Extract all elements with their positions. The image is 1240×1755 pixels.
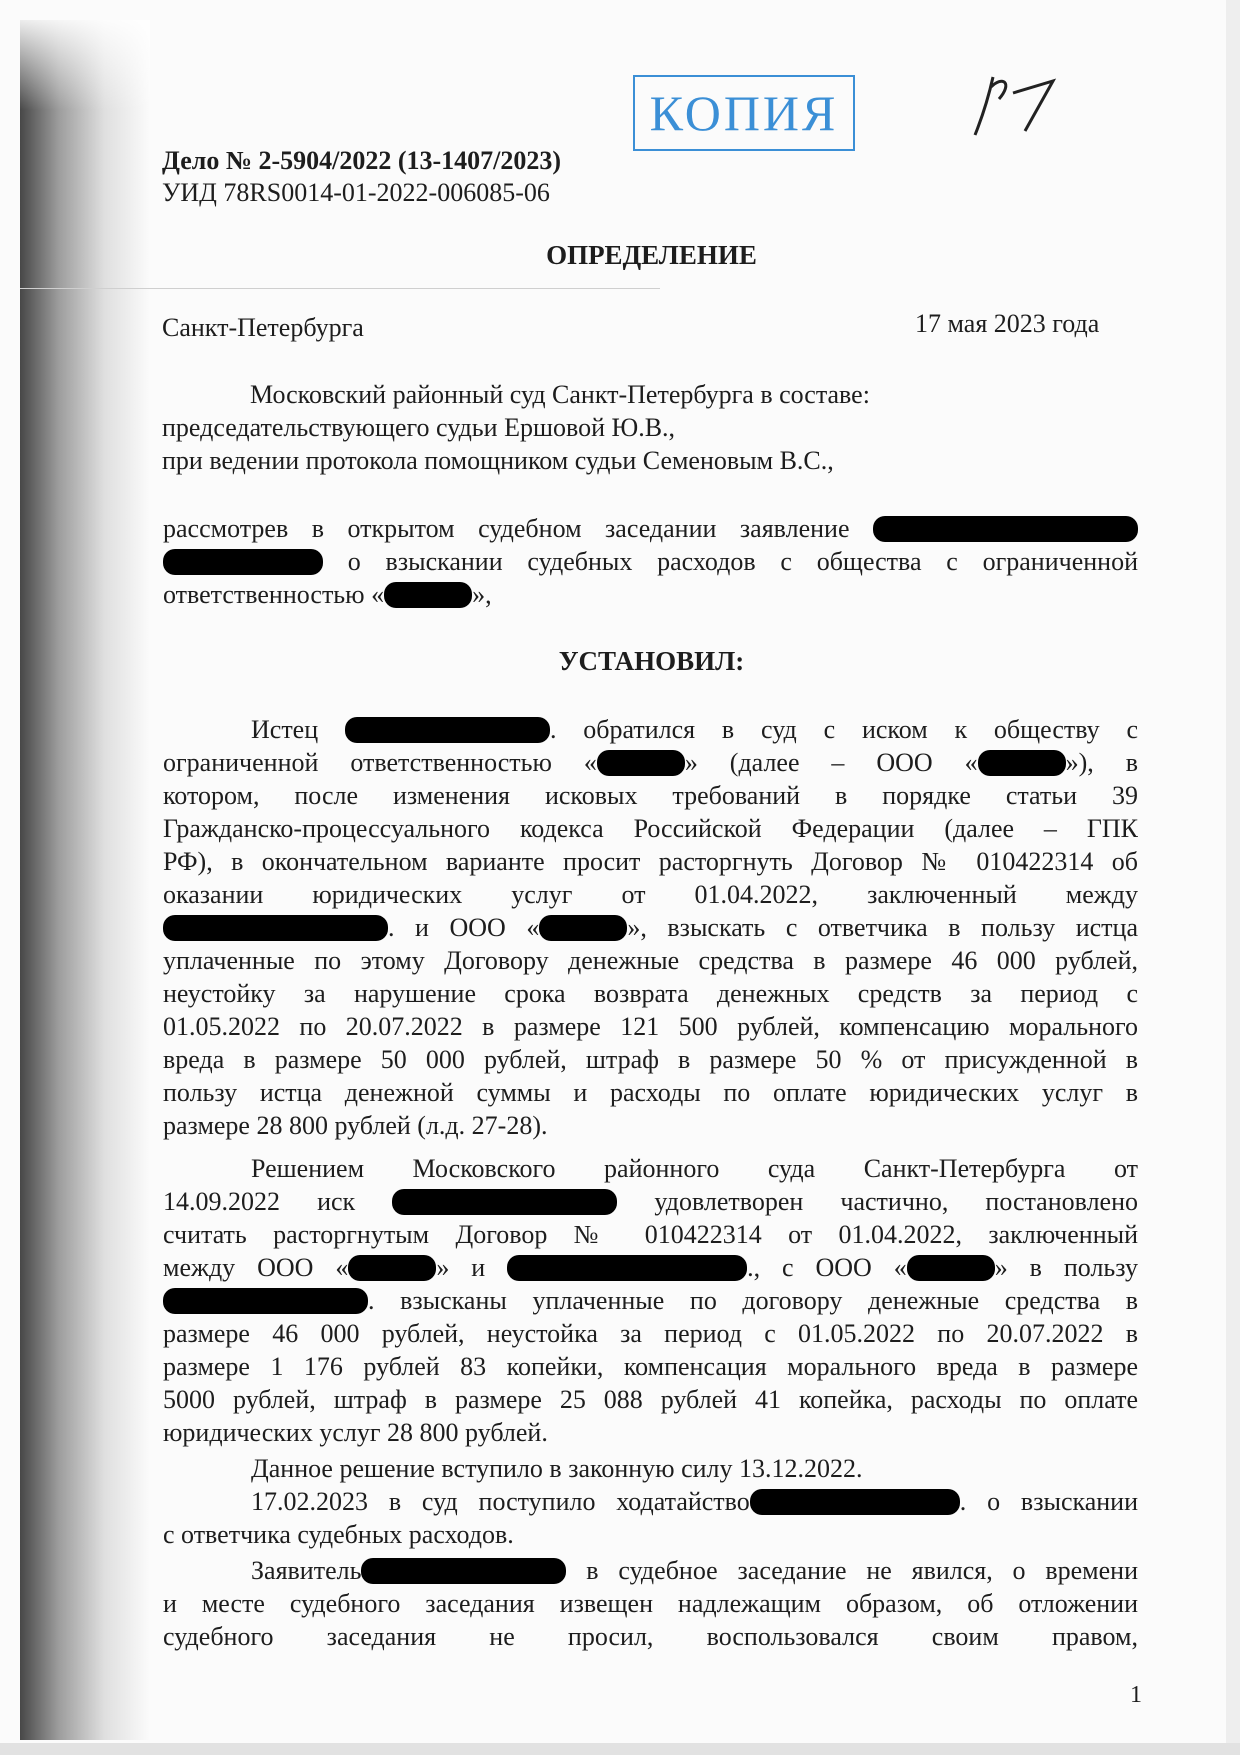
- text-line: оказании юридических услуг от 01.04.2022, заключенный между: [163, 880, 1138, 909]
- text-span: ответственностью «: [163, 580, 385, 609]
- redaction-bar: [873, 516, 1138, 542]
- document-title: ОПРЕДЕЛЕНИЕ: [546, 240, 757, 270]
- intro-line-1: Московский районный суд Санкт-Петербурга в составе:: [250, 380, 870, 409]
- intro-line-3: при ведении протокола помощником судьи Семеновым В.С.,: [162, 446, 834, 475]
- scan-shadow: [20, 20, 150, 1740]
- text-span: » (далее – ООО «: [684, 748, 978, 777]
- text-line: и месте судебного заседания извещен надлежащим образом, об отложении: [163, 1589, 1138, 1618]
- text-line: Решением Московского районного суда Санкт-Петербурга от: [251, 1154, 1138, 1183]
- text-line: [163, 1554, 1138, 1587]
- case-uid: УИД 78RS0014-01-2022-006085-06: [162, 178, 550, 207]
- text-span: 14.09.2022 иск: [163, 1187, 356, 1216]
- text-line: размере 28 800 рублей (л.д. 27-28).: [163, 1111, 548, 1140]
- document-date: 17 мая 2023 года: [915, 309, 1100, 338]
- text-line: юридических услуг 28 800 рублей.: [163, 1418, 548, 1447]
- scan-line: [20, 288, 660, 289]
- redaction-bar: [345, 717, 550, 743]
- redaction-bar: [392, 1189, 617, 1215]
- text-line: Гражданско-процессуального кодекса Российской Федерации (далее – ГПК: [163, 814, 1138, 843]
- text-span: удовлетворен частично, постановлено: [654, 1187, 1138, 1216]
- redaction-bar: [348, 1255, 436, 1281]
- text-line: размере 46 000 рублей, неустойка за период с 01.05.2022 по 20.07.2022 в: [163, 1319, 1138, 1348]
- redaction-bar: [361, 1558, 566, 1584]
- text-span: . взысканы уплаченные по договору денежные средства в: [368, 1286, 1138, 1315]
- paragraph-decision: [163, 1152, 1138, 1449]
- text-span: »,: [472, 580, 492, 609]
- paragraph-claim: [163, 713, 1138, 1142]
- text-line: уплаченные по этому Договору денежные средства в размере 46 000 рублей,: [163, 946, 1138, 975]
- scan-edge-bottom: [0, 1743, 1240, 1755]
- text-span: » и: [436, 1253, 486, 1282]
- text-line: размере 1 176 рублей 83 копейки, компенсация морального вреда в размере: [163, 1352, 1138, 1381]
- text-span: между ООО «: [163, 1253, 349, 1282]
- text-span: » в пользу: [994, 1253, 1138, 1282]
- text-span: »), в: [1065, 748, 1138, 777]
- text-line: РФ), в окончательном варианте просит расторгнуть Договор № 010422314 об: [163, 847, 1138, 876]
- text-line: неустойку за нарушение срока возврата денежных средств за период с: [163, 979, 1138, 1008]
- handwritten-mark: [965, 65, 1075, 145]
- text-span: рассмотрев в открытом судебном заседании заявление: [163, 514, 850, 543]
- section-title: УСТАНОВИЛ:: [558, 646, 745, 676]
- text-span: », взыскать с ответчика в пользу истца: [627, 913, 1138, 942]
- text-span: . о взыскании: [959, 1487, 1138, 1516]
- text-span: 17.02.2023 в суд поступило ходатайство: [251, 1487, 750, 1516]
- text-span: в судебное заседание не явился, о времени: [586, 1556, 1138, 1585]
- text-span: ., с ООО «: [747, 1253, 907, 1282]
- redaction-bar: [163, 915, 388, 941]
- text-line: котором, после изменения исковых требований в порядке статьи 39: [163, 781, 1138, 810]
- paragraph-petition: [163, 1485, 1138, 1551]
- copy-stamp: КОПИЯ: [633, 75, 855, 151]
- text-line: считать расторгнутым Договор № 010422314 от 01.04.2022, заключенный: [163, 1220, 1138, 1249]
- text-line: 01.05.2022 по 20.07.2022 в размере 121 500 рублей, компенсацию морального: [163, 1012, 1138, 1041]
- redaction-bar: [539, 915, 627, 941]
- text-span: Заявитель: [251, 1556, 362, 1585]
- paragraph-applicant: [163, 1554, 1138, 1653]
- text-span: ограниченной ответственностью «: [163, 748, 597, 777]
- redaction-bar: [597, 750, 685, 776]
- text-line: вреда в размере 50 000 рублей, штраф в размере 50 % от присужденной в: [163, 1045, 1138, 1074]
- redaction-bar: [507, 1255, 747, 1281]
- text-line: 5000 рублей, штраф в размере 25 088 рублей 41 копейка, расходы по оплате: [163, 1385, 1138, 1414]
- case-number: Дело № 2-5904/2022 (13-1407/2023): [162, 146, 562, 175]
- text-span: . обратился в суд с иском к обществу с: [549, 715, 1138, 744]
- text-span: . и ООО «: [388, 913, 540, 942]
- text-span: Истец: [251, 715, 319, 744]
- scan-shadow-fade: [20, 20, 150, 110]
- paragraph-effective: Данное решение вступило в законную силу 13.12.2022.: [251, 1454, 863, 1483]
- text-line: [163, 1485, 1138, 1518]
- text-line: [163, 911, 1138, 944]
- redaction-bar: [750, 1489, 960, 1515]
- text-line: [163, 545, 1138, 578]
- text-line: [163, 1284, 1138, 1317]
- redaction-bar: [978, 750, 1066, 776]
- text-line: пользу истца денежной суммы и расходы по оплате юридических услуг в: [163, 1078, 1138, 1107]
- text-line: [163, 746, 1138, 779]
- text-line: [163, 1251, 1138, 1284]
- page-number: 1: [1130, 1682, 1142, 1708]
- intro-line-2: председательствующего судьи Ершовой Ю.В.,: [162, 413, 676, 442]
- redaction-bar: [384, 582, 472, 608]
- text-line: [163, 578, 1138, 611]
- text-line: [163, 512, 1138, 545]
- text-line: [163, 713, 1138, 746]
- considered-paragraph: [163, 512, 1138, 611]
- city: Санкт-Петербурга: [162, 313, 364, 342]
- text-line: [163, 1185, 1138, 1218]
- text-line: судебного заседания не просил, воспользовался своим правом,: [163, 1622, 1138, 1651]
- redaction-bar: [907, 1255, 995, 1281]
- redaction-bar: [163, 1288, 368, 1314]
- redaction-bar: [163, 549, 323, 575]
- text-span: о взыскании судебных расходов с общества с ограниченной: [347, 547, 1138, 576]
- text-line: с ответчика судебных расходов.: [163, 1520, 514, 1549]
- scan-edge-right: [1226, 0, 1240, 1755]
